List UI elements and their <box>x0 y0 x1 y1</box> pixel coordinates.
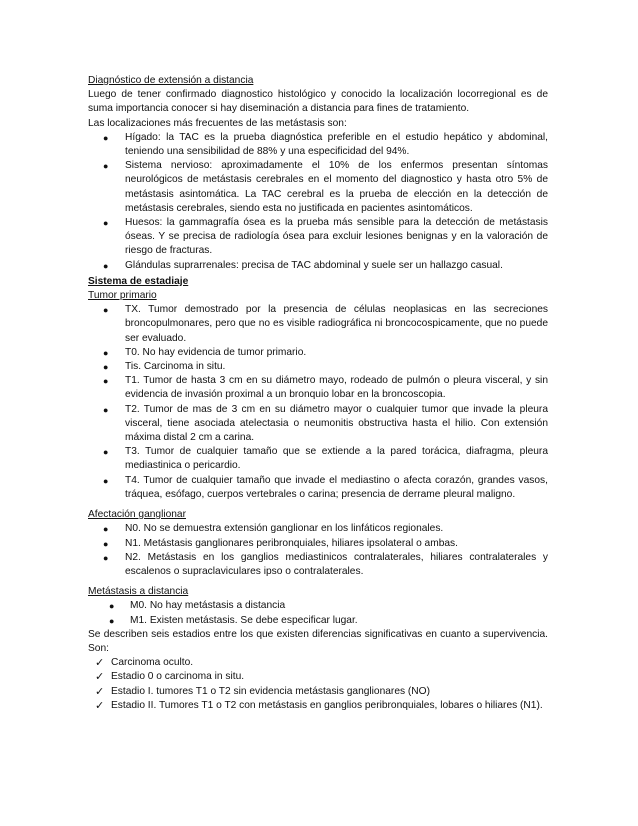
bullet-icon: ● <box>103 404 109 415</box>
list-item: ● N2. Metástasis en los ganglios mediastinicos contralaterales, hiliares contralaterales y escalenos o supraclaviculares ipso o contralaterales. <box>103 551 548 577</box>
tumor-list <box>88 303 548 502</box>
list-item: ✓ Estadio 0 o carcinoma in situ. <box>95 671 245 684</box>
checkmark-icon: ✓ <box>95 685 105 698</box>
list-item: ● TX. Tumor demostrado por la presencia de células neoplasicas en las secreciones broncopulmonares, pero que no es visible radiográfica ni broncocospicamente, que no puede ser evaluado. <box>103 304 548 344</box>
ganglionar-list <box>88 522 548 579</box>
list-item: ● T0. No hay evidencia de tumor primario. <box>88 346 548 360</box>
bullet-icon: ● <box>103 524 109 535</box>
bullet-icon: ● <box>103 362 109 373</box>
metastasis-locations-list <box>88 131 548 273</box>
list-item: ✓ Estadio II. Tumores T1 o T2 con metástasis en ganglios peribronquiales, lobares o hiliares (N1). <box>95 699 543 712</box>
bullet-icon: ● <box>103 305 109 316</box>
list-item: ● Hígado: la TAC es la prueba diagnóstica preferible en el estudio hepático y abdominal, teniendo una sensibilidad de 88% y una especificidad del 94%. <box>103 131 548 158</box>
list-item: ● T3. Tumor de cualquier tamaño que se extiende a la pared torácica, diafragma, pleura mediastinica o pericardio. <box>103 446 548 472</box>
list-item: ● Sistema nervioso: aproximadamente el 10% de los enfermos presentan síntomas neurológicos de metástasis cerebrales en el momento del diagnostico y hasta otro 5% de metástasis asintomática. La TAC cerebral es la prueba de elección en la detección de metástasis cerebrales, siendo esta no justificada en pacientes asintomáticos. <box>103 160 548 214</box>
distancia-list <box>88 599 548 627</box>
estadios-list <box>88 656 548 713</box>
subheading-tumor-primario: Tumor primario <box>88 290 157 302</box>
checkmark-icon: ✓ <box>95 699 105 712</box>
list-item: ● Glándulas suprarrenales: precisa de TAC abdominal y suele ser un hallazgo casual. <box>88 259 548 273</box>
bullet-icon: ● <box>103 538 109 549</box>
document-page <box>88 74 548 713</box>
bullet-icon: ● <box>103 376 109 387</box>
bullet-icon: ● <box>103 218 109 229</box>
subheading-metastasis-distancia: Metástasis a distancia <box>88 586 189 598</box>
paragraph-intro: Luego de tener confirmado diagnostico histológico y conocido la localización locorregional es de suma importancia conocer si hay diseminación a distancia para fines de tratamiento. <box>88 89 548 115</box>
checkmark-icon: ✓ <box>95 671 105 684</box>
bullet-icon: ● <box>103 347 109 358</box>
list-item: ● T4. Tumor de cualquier tamaño que invade el mediastino o afecta corazón, grandes vasos, tráquea, esófago, cuerpos vertebrales o carina; presencia de derrame pleural maligno. <box>103 474 548 500</box>
list-item: ✓ Estadio I. tumores T1 o T2 sin evidencia metástasis ganglionares (NO) <box>95 685 430 698</box>
list-item: ● N1. Metástasis ganglionares peribronquiales, hiliares ipsolateral o ambas. <box>88 537 548 551</box>
bullet-icon: ● <box>103 447 109 458</box>
list-item: ● Huesos: la gammagrafía ósea es la prueba más sensible para la detección de metástasis óseas. Y se precisa de radiología ósea para excluir lesiones benignas y en la valoración de riesgo de fracturas. <box>103 217 548 257</box>
bullet-icon: ● <box>103 161 109 172</box>
paragraph-lead: Las localizaciones más frecuentes de las metástasis son: <box>88 117 347 129</box>
bullet-icon: ● <box>103 132 109 143</box>
bullet-icon: ● <box>103 552 109 563</box>
paragraph-estadios-intro: Se describen seis estadios entre los que existen diferencias significativas en cuanto a supervivencia. Son: <box>88 628 548 654</box>
list-item: ● T2. Tumor de mas de 3 cm en su diámetro mayor o cualquier tumor que invade la pleura visceral, tiene asociada atelectasia o neumonitis obstructiva hasta el hilio. Con extensión máxima distal 2 cm a carina. <box>103 403 548 444</box>
section-heading-estadiaje: Sistema de estadiaje <box>88 275 189 287</box>
subheading-afectacion-ganglionar: Afectación ganglionar <box>88 509 186 521</box>
list-item: ✓ Carcinoma oculto. <box>95 657 194 670</box>
bullet-icon: ● <box>103 475 109 486</box>
list-item: ● T1. Tumor de hasta 3 cm en su diámetro mayo, rodeado de pulmón o pleura visceral, y sin evidencia de invasión proximal a un bronquio lobar en la broncoscopia. <box>103 375 548 401</box>
list-item: ● M0. No hay metástasis a distancia <box>88 599 548 613</box>
bullet-icon: ● <box>103 260 109 271</box>
section-heading-diagnostico: Diagnóstico de extensión a distancia <box>88 75 254 86</box>
list-item: ● N0. No se demuestra extensión ganglionar en los linfáticos regionales. <box>88 522 548 536</box>
list-item: ● M1. Existen metástasis. Se debe especificar lugar. <box>88 614 548 628</box>
list-item: ● Tis. Carcinoma in situ. <box>88 360 548 374</box>
checkmark-icon: ✓ <box>95 657 105 670</box>
bullet-icon: ● <box>109 601 115 612</box>
bullet-icon: ● <box>109 615 115 626</box>
